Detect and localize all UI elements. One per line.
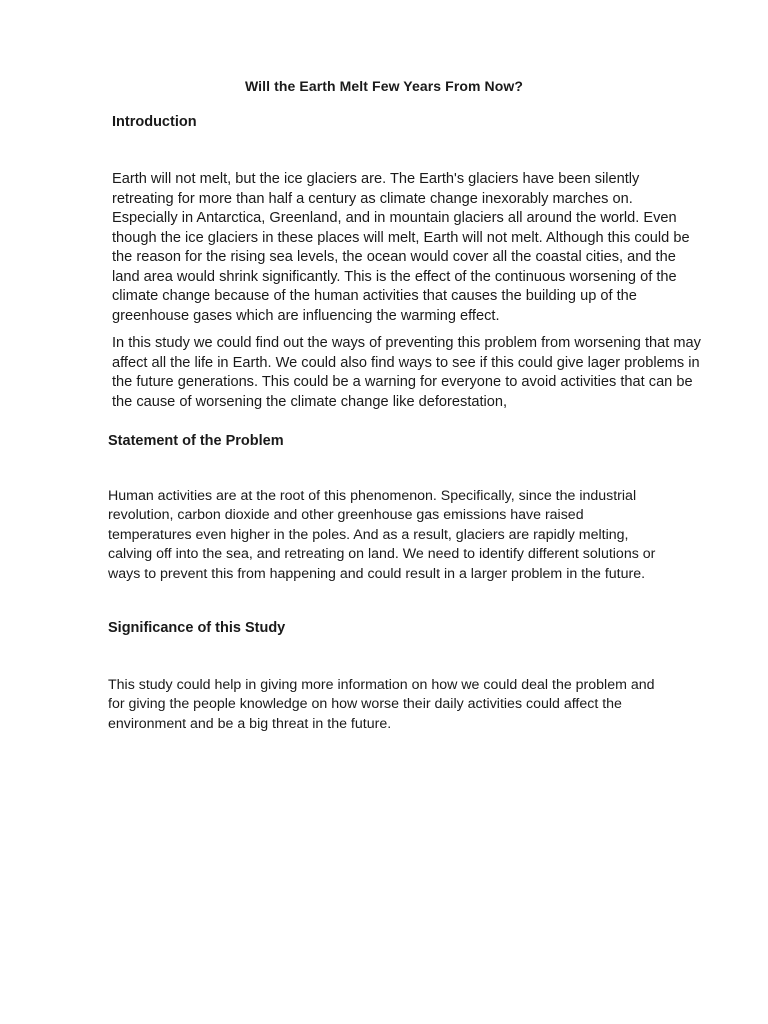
introduction-heading: Introduction — [112, 114, 197, 130]
statement-of-problem-heading: Statement of the Problem — [108, 433, 284, 449]
significance-paragraph: This study could help in giving more information on how we could deal the problem and for giving the people knowledge on how worse their daily activities could affect the environment and be a big threat in the future. — [108, 677, 655, 732]
significance-heading: Significance of this Study — [108, 620, 286, 636]
statement-of-problem-paragraph: Human activities are at the root of this phenomenon. Specifically, since the industrial revolution, carbon dioxide and other greenhouse gas emissions have raised temperatures even higher in the poles. And as a result, glaciers are rapidly melting, calving off into the sea, and retreating on land. We need to identify different solutions or ways to prevent this from happening and could result in a larger problem in the future. — [108, 488, 656, 582]
document-title: Will the Earth Melt Few Years From Now? — [244, 78, 524, 94]
introduction-paragraph-1: Earth will not melt, but the ice glaciers are. The Earth's glaciers have been silently retreating for more than half a century as climate change inexorably marches on. Especially in Antarctica, Greenland, and in mountain glaciers all around the world. Even though the ice glaciers in these places will melt, Earth will not melt. Although this could be the reason for the rising sea levels, the ocean would cover all the coastal cities, and the land area would shrink significantly. This is the effect of the continuous worsening of the climate change because of the human activities that causes the building up of the greenhouse gases which are influencing the warming effect. — [112, 171, 690, 324]
introduction-paragraph-2: In this study we could find out the ways of preventing this problem from worsening that may affect all the life in Earth. We could also find ways to see if this could give lager problems in the future generations. This could be a warning for everyone to avoid activities that can be the cause of worsening the climate change like deforestation, — [112, 335, 701, 410]
